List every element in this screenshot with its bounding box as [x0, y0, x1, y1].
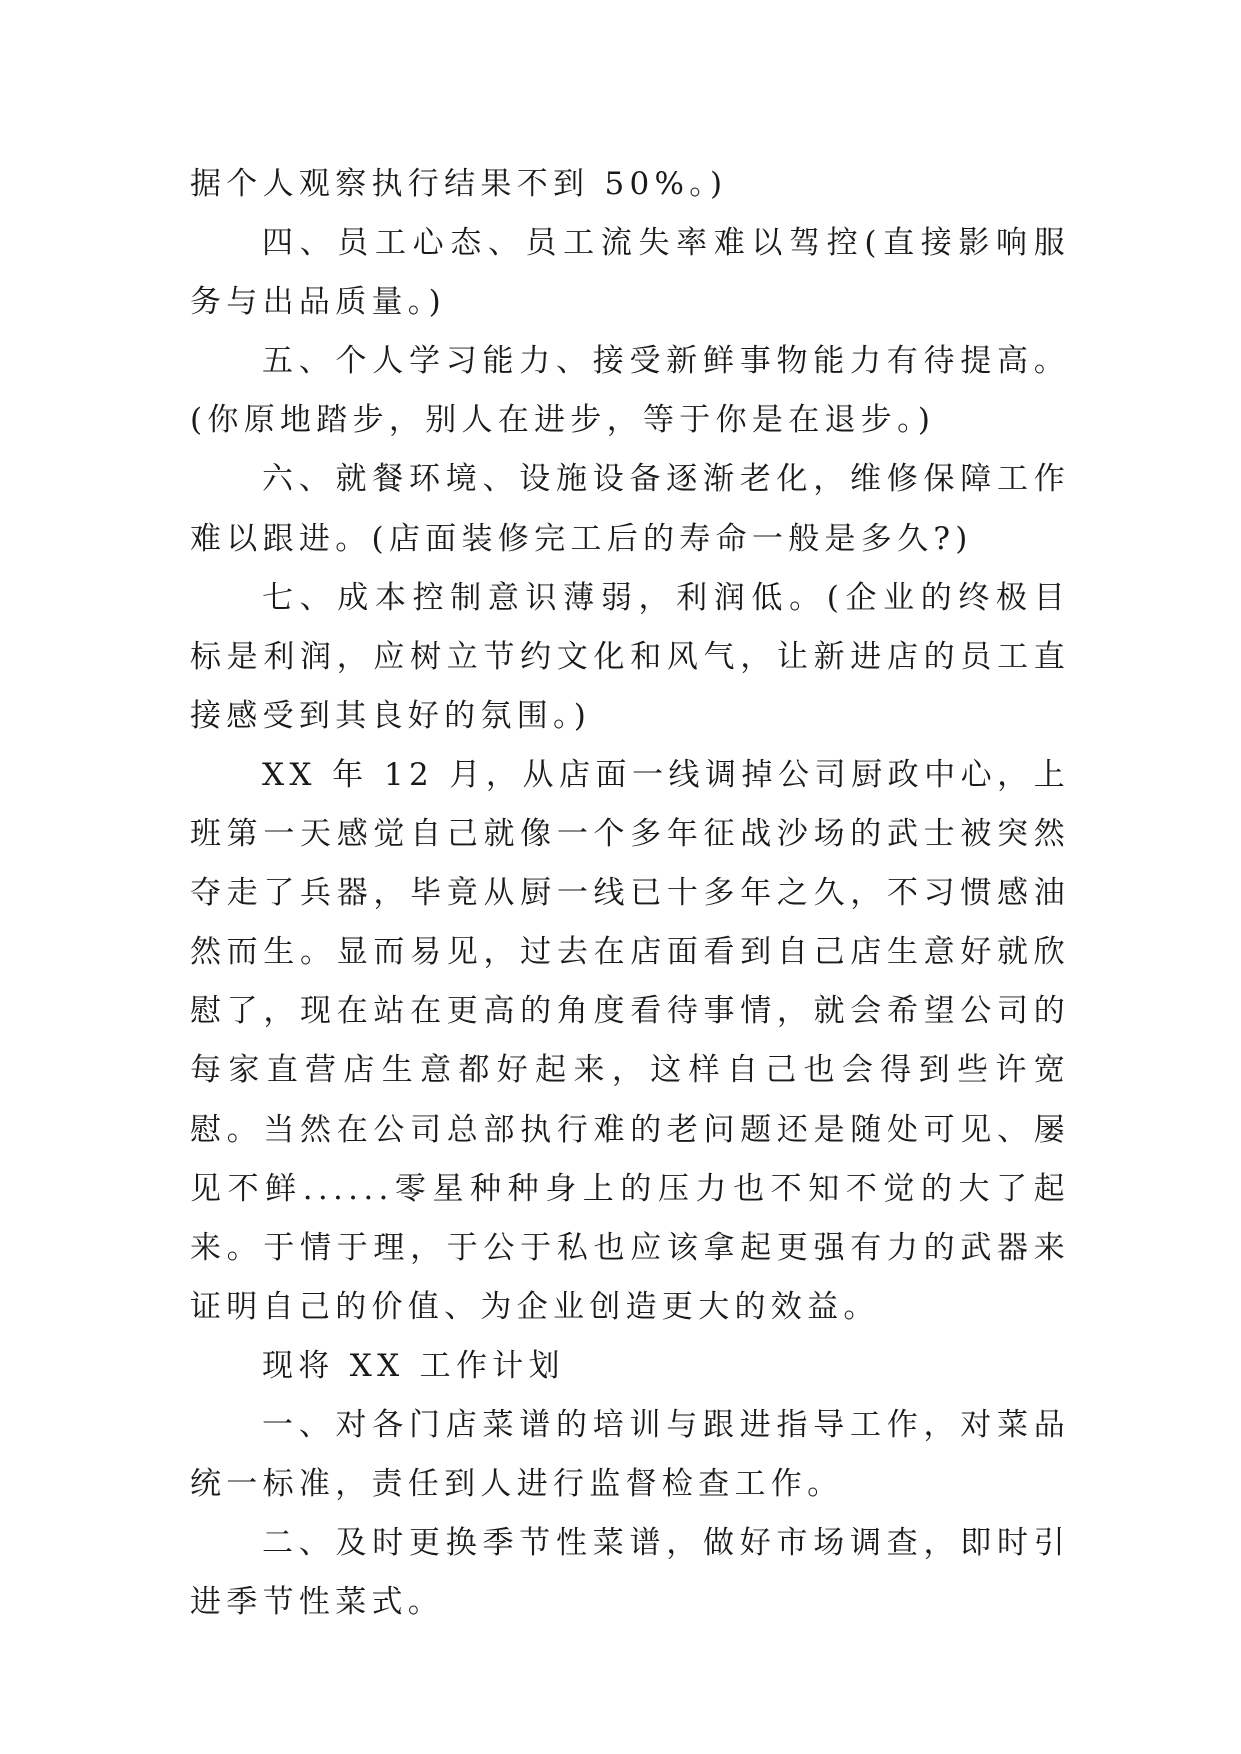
paragraph-item-5: 五、个人学习能力、接受新鲜事物能力有待提高。(你原地踏步，别人在进步，等于你是在退步。) — [190, 343, 1070, 439]
paragraph-plan-heading: 现将 XX 工作计划 — [262, 1347, 565, 1384]
paragraph-plan-item-2: 二、及时更换季节性菜谱，做好市场调查，即时引进季节性菜式。 — [190, 1525, 1070, 1621]
document-body — [190, 155, 1070, 1632]
paragraph-continuation: 据个人观察执行结果不到 50%。) — [190, 166, 728, 202]
paragraph-item-7: 七、成本控制意识薄弱，利润低。(企业的终极目标是利润，应树立节约文化和风气，让新进店的员工直接感受到其良好的氛围。) — [190, 579, 1070, 734]
paragraph-item-6: 六、就餐环境、设施设备逐渐老化，维修保障工作难以跟进。(店面装修完工后的寿命一般是多久?) — [190, 461, 1070, 557]
paragraph-narrative: XX 年 12 月，从店面一线调掉公司厨政中心，上班第一天感觉自己就像一个多年征战沙场的武士被突然夺走了兵器，毕竟从厨一线已十多年之久，不习惯感油然而生。显而易见，过去在店面看到自己店生意好就欣慰了，现在站在更高的角度看待事情，就会希望公司的每家直营店生意都好起来，这样自己也会得到些许宽慰。当然在公司总部执行难的老问题还是随处可见、屡见不鲜......零星种种身上的压力也不知不觉的大了起来。于情于理，于公于私也应该拿起更强有力的武器来证明自己的价值、为企业创造更大的效益。 — [190, 756, 1070, 1325]
paragraph-plan-item-1: 一、对各门店菜谱的培训与跟进指导工作，对菜品统一标准，责任到人进行监督检查工作。 — [190, 1406, 1070, 1503]
paragraph-item-4: 四、员工心态、员工流失率难以驾控(直接影响服务与出品质量。) — [190, 225, 1070, 321]
